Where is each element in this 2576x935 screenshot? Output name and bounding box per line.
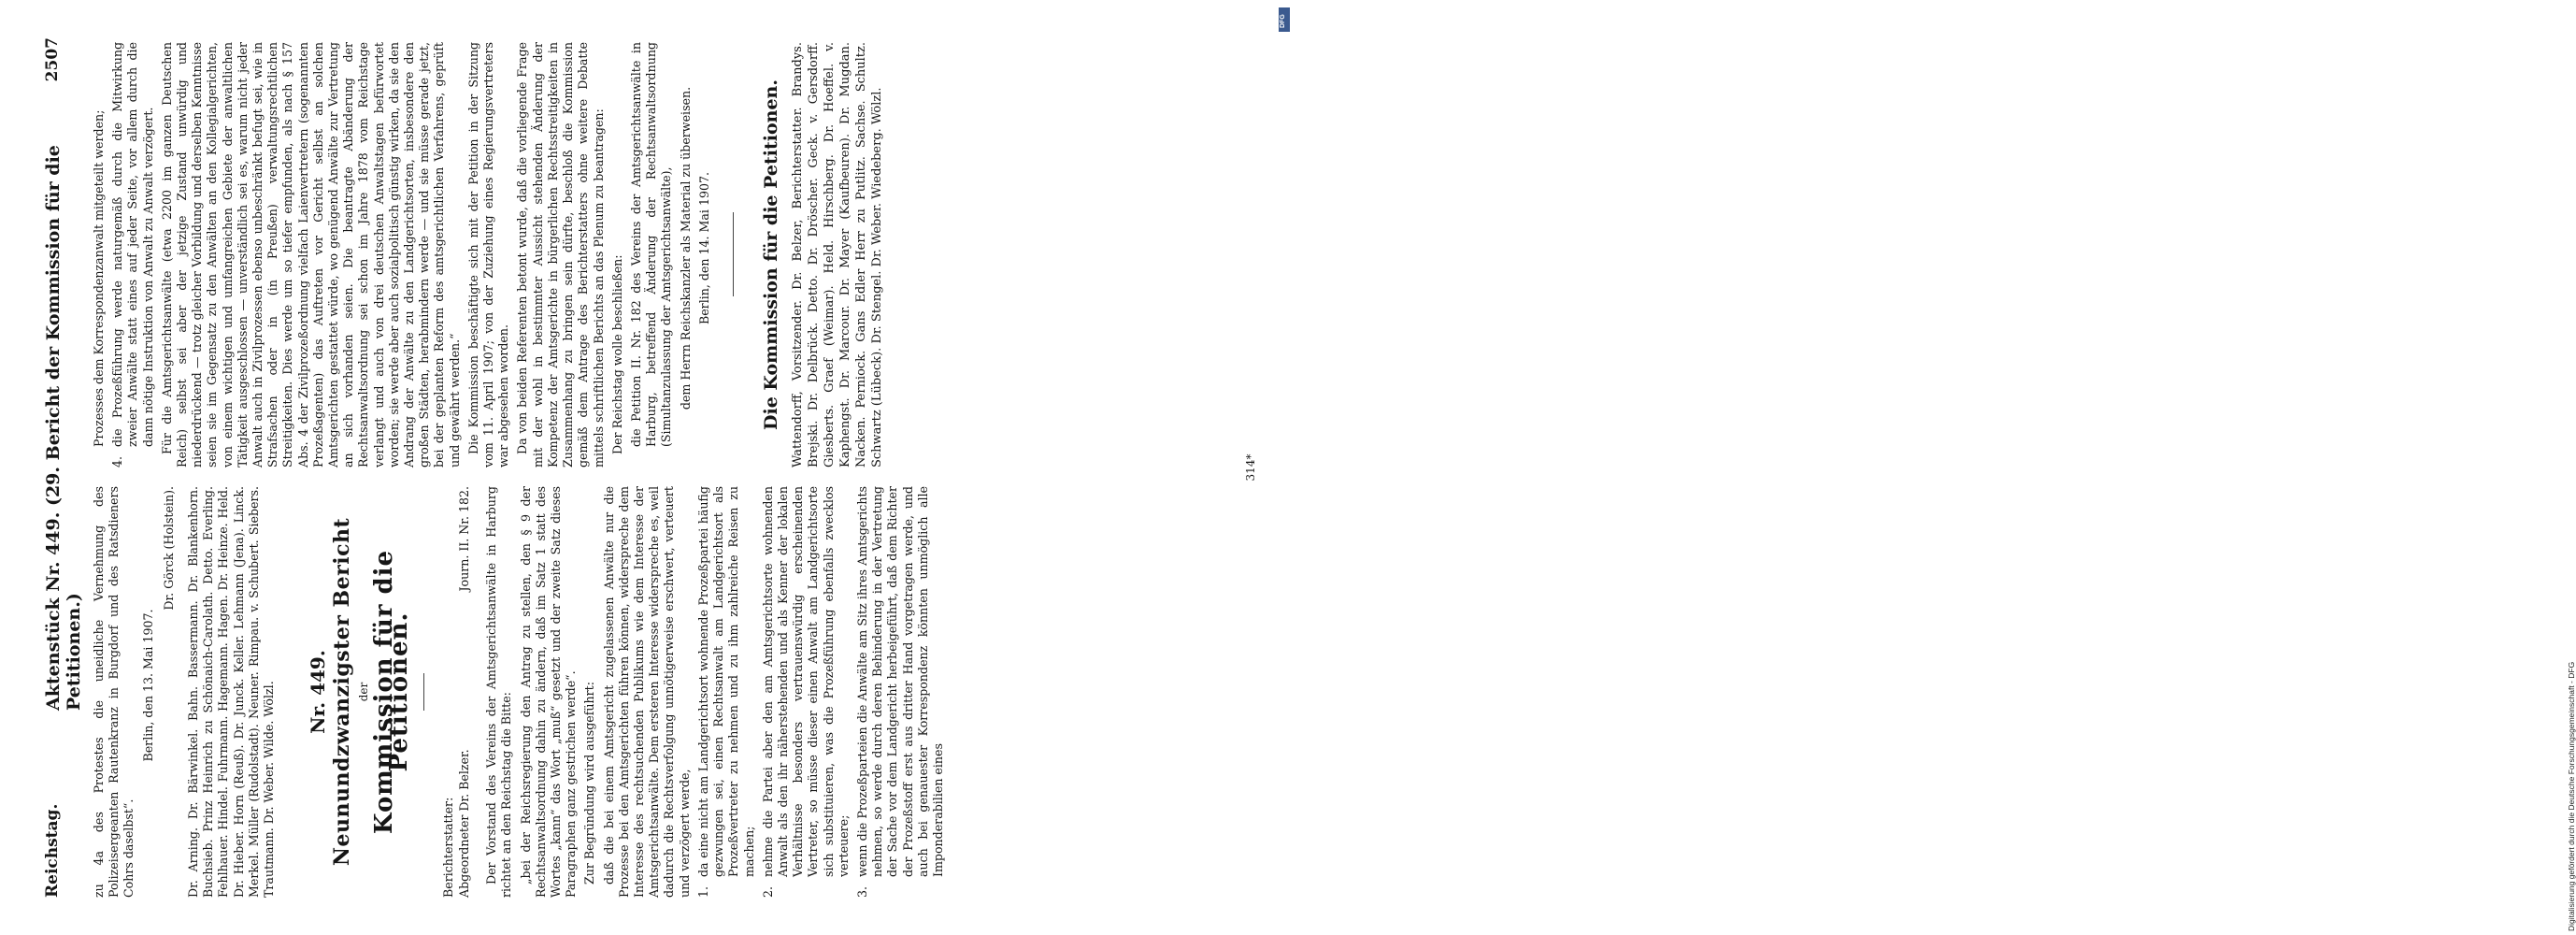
list-item-continuation: Prozesses dem Korrespondenzanwalt mitgeteilt werden;: [92, 109, 106, 447]
digitization-credit: [1280, 0, 2576, 935]
report-title-der: der: [356, 682, 370, 702]
list-item: 3. wenn die Prozeßparteien die Anwälte am Sitz ihres Amtsgerichts nehmen, so werde durch deren Behinderung in der Vertretung der Sache vor dem Landgericht herbeigeführt, daß dem Richter der Prozeßstoff erst aus dritter Hand vorgetragen werde, und auch bei genauester Korrespondenz könnten unmöglich alle Imponderabilien eines: [854, 486, 945, 898]
commission-title: Die Kommission für die Petitionen.: [760, 79, 781, 430]
date-line-1: Berlin, den 13. Mai 1907.: [140, 609, 155, 762]
report-title-commission: Kommission für die Petitionen.: [369, 549, 414, 835]
divider: [423, 673, 424, 711]
motion-conclusion: dem Herrn Reichskanzler als Material zu überweisen.: [678, 86, 693, 410]
paragraph: Der Vorstand des Vereins der Amtsgerichtsanwälte in Harburg richtet an den Reichstag die Bitte:: [484, 486, 514, 898]
list-item: 2. nehme die Partei aber den am Amtsgerichtsorte wohnenden Anwalt als den ihr näherstehenden und als Kenner der lokalen Verhältnisse besonders vertrauenswürdig erscheinenden Vertreter, so müsse dieser einen Anwalt am Landgerichtsorte sich substituieren, was die Prozeßführung ebenfalls zwecklos verteuere;: [760, 486, 851, 898]
credit-text: Digitalisierung gefördert durch die Deutsche Forschungsgemeinschaft - DFG: [2567, 661, 2576, 931]
right-column: [92, 42, 889, 468]
report-title: Neunundzwanzigster Bericht: [330, 517, 355, 867]
intro-text: zu 4a des Protestes die uneidliche Vernehmung des Polizeisergeanten Rautenkranz in Burgdorf und des Ratsdieners Cohrs daselbst“.: [92, 486, 136, 898]
reporter-block: [441, 486, 473, 898]
signer: Dr. Görck (Holstein).: [161, 486, 176, 611]
paragraph: Zur Begründung wird ausgeführt:: [582, 682, 597, 885]
left-column: [92, 486, 950, 898]
petition-quote: „bei der Reichsregierung den Antrag zu stellen, den § 9 der Rechtsanwaltsordnung dahin zu ändern, daß im Satz 1 statt des Wortes „kann“ das Wort „muß“ gesetzt und der zweite Satz dieses Paragraphen ganz gestrichen werde“.: [518, 486, 579, 898]
motion-text: die Petition II. Nr. 182 des Vereins der Amtsgerichtsanwälte in Harburg, betreffend Änderung der Rechtsanwaltsordnung (Simultanzulassung der Amtsgerichtsanwälte),: [628, 42, 674, 447]
header-left: Reichstag.: [43, 803, 62, 898]
paragraph: Da von beiden Referenten betont wurde, daß die vorliegende Frage mit der wohl in bestimmter Aussicht stehenden Änderung der Kompetenz der Amtsgerichte in bürgerlichen Rechtsstreitigkeiten in Zusammenhang zu bringen sein dürfte, beschloß die Kommission gemäß dem Antrage des Berichterstatters ohne weitere Debatte mittels schriftlichen Berichts an das Plenum zu beantragen:: [515, 42, 606, 468]
commission-members: Wattendorff, Vorsitzender. Dr. Belzer, Berichterstatter. Brandys. Brejski. Dr. Delbrück. Detto. Dr. Dröscher. Geck. v. Gersdorff. Giesberts. Graef (Weimar). Held. Hirschberg. Dr. Hoeffel. v. Kaphengst. Dr. Marcour. Dr. Mayer (Kaufbeuren). Dr. Mugdan. Nacken. Perniock. Gans Edler Herr zu Putlitz. Sachse. Schultz. Schwartz (Lübeck). Dr. Stengel. Dr. Weber. Wiedeberg. Wölzl.: [791, 42, 885, 468]
footer-mark: 314*: [1244, 453, 1257, 482]
page-header: [36, 37, 84, 898]
header-page-number: 2507: [43, 37, 62, 82]
reporter-name: Abgeordneter Dr. Belzer.: [457, 749, 472, 898]
divider: [733, 213, 734, 297]
document-number: Nr. 449.: [307, 650, 330, 734]
reporter-label: Berichterstatter:: [441, 797, 456, 898]
paragraph: Für die Amtsgerichtsanwälte (etwa 2200 im ganzen Deutschen Reich) selbst sei aber der jetzige Zustand unwürdig und niederdrückend — trotz gleicher Vorbildung und derselben Kenntnisse seien sie im Gegensatz zu den Anwälten an den Kollegialgerichten, von einem wichtigen und umfangreichen Gebiete der anwaltlichen Tätigkeit ausgeschlossen — unverständlich sei es, warum nicht jeder Anwalt auch in Zivilprozessen ebenso unbeschränkt befugt sei, wie in Strafsachen oder in (in Preußen) verwaltungsrechtlichen Streitigkeiten. Dies werde um so tiefer empfunden, als nach § 157 Abs. 4 der Zivilprozeßordnung vielfach Laienvertretern (sogenannten Prozeßagenten) das Auftreten vor Gericht selbst an solchen Amtsgerichten gestattet würde, wo genügend Anwälte zur Vertretung an sich vorhanden seien. Die beantragte Abänderung der Rechtsanwaltsordnung sei schon im Jahre 1878 vom Reichstage verlangt und auch von drei deutschen Anwaltstagen befürwortet worden; sie werde aber auch sozialpolitisch günstig wirken, da sie den Andrang der Anwälte zu den Landgerichtsorten, insbesondere den großen Städten, herabmindern werde — und sie müsse gerade jetzt, bei der geplanten Reform des amtsgerichtlichen Verfahrens, geprüft und gewährt werden.“: [159, 42, 462, 468]
paragraph: Die Kommission beschäftigte sich mit der Petition in der Sitzung vom 11. April 1907; von der Zuziehung eines Regierungsvertreters war abgesehen worden.: [465, 42, 511, 468]
date-line-2: Berlin, den 14. Mai 1907.: [696, 171, 711, 325]
committee-names: Dr. Arning. Dr. Bärwinkel. Bahn. Bassermann. Dr. Blankenhorn. Buchsieb. Prinz Heinrich zu Schönaich-Carolath. Detto. Everling. Fehlhauer. Hindel. Fuhrmann. Hagemann. Hagen. Dr. Heinze. Held. Dr. Hieber. Horn (Reuß). Dr. Junck. Keller. Lehmann (Jena). Linck. Merkel. Müller (Rudolstadt). Neuner. Rimpau. v. Schubert. Siebers. Trautmann. Dr. Weber. Wilde. Wölzl.: [186, 486, 277, 898]
paragraph: Der Reichstag wolle beschließen:: [609, 254, 624, 454]
journal-number: Journ. II. Nr. 182.: [457, 486, 472, 592]
list-item: 4. die Prozeßführung werde naturgemäß durch die Mitwirkung zweier Anwälte statt eines auf jeder Seite, vor allem durch die dann nötige Instruktion von Anwalt zu Anwalt verzögert.: [110, 42, 155, 468]
header-title: Aktenstück Nr. 449. (29. Bericht der Kommission für die Petitionen.): [43, 145, 84, 711]
dfg-logo: DFG: [1279, 7, 1290, 32]
list-item: 1. da eine nicht am Landgerichtsort wohnende Prozeßpartei häufig gezwungen sei, einen Rechtsanwalt am Landgerichtsort als Prozeßvertreter zu nehmen und zu ihm zahlreiche Reisen zu machen;: [695, 486, 756, 898]
paragraph: daß die bei einem Amtsgericht zugelassenen Anwälte nur die Prozesse bei den Amtsgerichten führen können, widerspreche dem Interesse des rechtsuchenden Publikums wie dem Interesse der Amtsgerichtsanwälte. Dem ersteren Interesse widerspreche es, weil dadurch die Rechtsverfolgung unnötigerweise erschwert, verteuert und verzögert werde,: [601, 486, 692, 898]
